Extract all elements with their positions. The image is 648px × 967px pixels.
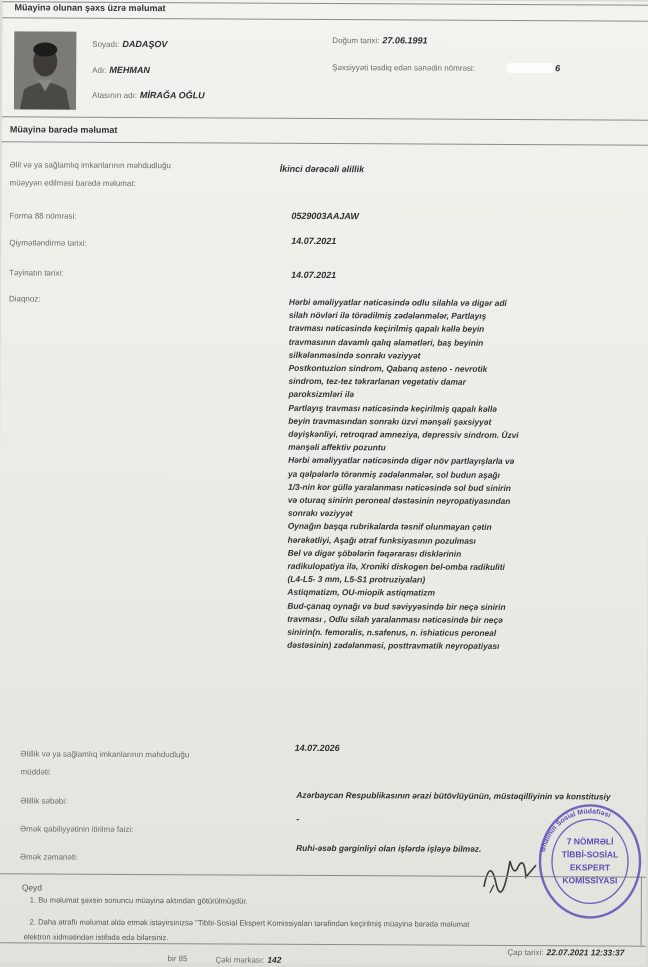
diagnosis-line: Postkontuzion sindrom, Qabarıq asteno - nevrotik	[288, 362, 488, 374]
person-photo	[14, 31, 76, 109]
surname-field	[92, 39, 167, 49]
dob-field	[332, 35, 427, 45]
exam-section-title: Müayinə barədə məlumat	[9, 124, 118, 135]
cause-label: Əlillik səbəbi:	[20, 796, 68, 806]
stamp-mark-value: 142	[267, 954, 282, 965]
diagnosis-line: sonrakı vəziyyət	[287, 508, 353, 519]
diagnosis-line: Partlayış travması nəticəsində keçirilmiş qapalı kəllə	[288, 402, 497, 414]
note-line: 2. Daha ətraflı məlumat əldə etmək istəyirsinizsə "Tibbi-Sosial Ekspert Komissiyaları tərəfindən keçirilmiş müayinə barədə məlumat	[29, 917, 470, 929]
duration-value: 14.07.2026	[294, 742, 340, 754]
father-label: Atasının adı:	[91, 90, 137, 101]
father-value: MİRAĞA OĞLU	[139, 90, 205, 101]
id-field	[332, 63, 475, 73]
diagnosis-line: Hərbi əməliyyatlar nəticəsində digər növ partlayışlarla və	[288, 455, 515, 467]
id-suffix: 6	[555, 63, 561, 74]
cause-value: Azərbaycan Respublikasının ərazi bütövlüyünün, müstəqilliyinin və konstitusiy	[296, 789, 611, 802]
note-line: elektron xidmətindən istifadə edə bilərsiniz.	[23, 932, 169, 943]
stamp-line2: TİBBİ-SOSİAL	[561, 849, 619, 860]
form-value: 0529003AAJAW	[291, 210, 359, 222]
notes-title: Qeyd	[21, 882, 42, 893]
diagnosis-line: sindrom, tez-tez təkrarlanan vegetativ damar	[288, 376, 466, 387]
diagnosis-line: dəyişkənliyi, retroqrad amneziya, depressiv sindrom. Üzvi	[288, 428, 519, 441]
print-date-label: Çap tarixi:	[507, 947, 544, 958]
surname-label: Soyadı:	[92, 39, 120, 49]
stamp-line4: KOMİSSİYASI	[562, 875, 618, 886]
diagnosis-line: travmasının davamlı qalıq əlamətləri, baş beyinin	[288, 336, 484, 348]
id-label: Şəxsiyyəti təsdiq edən sənədin nömrəsi:	[332, 63, 475, 73]
diagnosis-line: Hərbi əməliyyatlar nəticəsində odlu silahla və digər adi	[288, 296, 507, 308]
dob-value: 27.06.1991	[382, 35, 428, 46]
section-divider	[2, 141, 648, 145]
form-label: Forma 88 nömrəsi:	[9, 211, 77, 221]
name-value: MEHMAN	[109, 64, 150, 76]
stamp-mark-label: Çəki markası:	[215, 955, 265, 965]
diagnosis-line: (L4-L5- 3 mm, L5-S1 protruziyaları)	[287, 574, 426, 585]
diagnosis-line: hərəkətliyi, Aşağı ətraf funksiyasının pozulması	[287, 534, 476, 546]
diagnosis-line: travması , Odlu silah yaralanması nəticəsində bir neçə	[287, 613, 503, 625]
disability-label-line2: müəyyən edilməsi barədə məlumat:	[9, 178, 136, 189]
assess-value: 14.07.2021	[291, 235, 337, 247]
stamp-seal-icon	[536, 796, 645, 927]
print-date-field	[508, 947, 625, 958]
notes-bottom-rule	[0, 942, 646, 946]
fee-fragment: bir 85	[167, 954, 188, 964]
diagnosis-line: Oynağın başqa rubrikalarda təsnif olunmayan çətin	[287, 521, 492, 533]
section-divider	[2, 116, 648, 120]
diagnosis-line: silkələnməsində sonrakı vəziyyət	[288, 349, 421, 361]
diagnosis-line: Astiqmatizm, OU-miopik astiqmatizm	[287, 587, 435, 599]
redaction-mark	[506, 63, 554, 73]
diagnosis-line: mənşəli affektiv pozuntu	[288, 442, 386, 453]
person-section-title: Müayinə olunan şəxs üzrə məlumat	[14, 2, 166, 14]
stamp-line1: 7 NÖMRƏLİ	[566, 836, 614, 847]
diagnosis-line: Bud-çanaq oynağı və bud səviyyəsində bir neçə sinirin	[287, 600, 506, 612]
surname-value: DADAŞOV	[122, 38, 168, 50]
stamp-line3: EKSPERT	[569, 862, 611, 873]
name-label: Adı:	[92, 65, 107, 75]
work-value: Ruhi-əsəb gərginliyi olan işlərdə işləyə bilməz.	[296, 842, 482, 854]
diagnosis-line: silah növləri ilə törədilmiş zədələnmələr, Partlayış	[288, 310, 487, 322]
assess-label: Qiymətləndirmə tarixi:	[9, 238, 87, 248]
duration-label-line1: Əlillik və ya sağlamlıq imkanlarının məhdudluğu	[20, 749, 190, 760]
diagnosis-line: 1/3-nin kor güllə yaralanması nəticəsində sol bud sinirin	[287, 481, 511, 493]
disability-value: İkinci dərəcəli əlillik	[279, 163, 365, 175]
father-field	[92, 90, 205, 101]
official-stamp	[536, 796, 645, 927]
work-label: Əmək zəmanəti:	[20, 852, 79, 862]
diagnosis-line: sinirin(n. femoralis, n.safenus, n. ishiaticus peroneal	[287, 626, 497, 638]
diagnosis-line: ya qəlpələrlə törənmiş zədələnmələr, sol budun aşağı	[288, 468, 500, 480]
loss-value: -	[296, 813, 300, 824]
appoint-label: Təyinatın tarixi:	[9, 268, 64, 278]
diagnosis-line: paroksizmləri ilə	[288, 389, 355, 400]
dob-label: Doğum tarixi:	[332, 36, 380, 46]
stamp-ring-text: Əhalinin Sosial Müdafiəsi	[539, 808, 612, 853]
appoint-value: 14.07.2021	[291, 269, 337, 281]
stamp-mark-field	[215, 954, 281, 964]
diagnosis-line: və oturaq sinirin peroneal dəstəsinin neyropatiyasından	[287, 494, 511, 507]
diagnosis-line: Bel və digər şöbələrin fəqərarası disklərinin	[287, 547, 462, 559]
diagnosis-line: dəstəsinin) zədələnməsi, posttravmatik neyropatiyası	[287, 640, 500, 652]
print-date-value: 22.07.2021 12:33:37	[546, 947, 625, 958]
diagnosis-line: beyin travmasından sonrakı üzvi mənşəli şəxsiyyət	[288, 415, 492, 427]
duration-label-line2: müddəti:	[20, 767, 52, 777]
diagnosis-text	[287, 296, 564, 654]
name-field	[92, 65, 150, 75]
diagnosis-line: travması nəticəsində keçirilmiş qapalı kəllə beyin	[288, 323, 485, 335]
diagnosis-label: Diaqnoz:	[8, 294, 41, 304]
diagnosis-line: radikulopatiya ilə, Xroniki diskogen bel-omba radikuliti	[287, 560, 505, 573]
section-divider	[2, 17, 648, 21]
note-line: 1. Bu məlumat şəxsin sonuncu müayinə aktından götürülmüşdür.	[29, 895, 248, 906]
loss-label: Əmək qabiliyyətinin itirilmə faizi:	[20, 824, 134, 835]
disability-label-line1: Əlil və ya sağlamlıq imkanlarının məhdudluğu	[9, 160, 171, 171]
portrait-image	[14, 31, 76, 109]
